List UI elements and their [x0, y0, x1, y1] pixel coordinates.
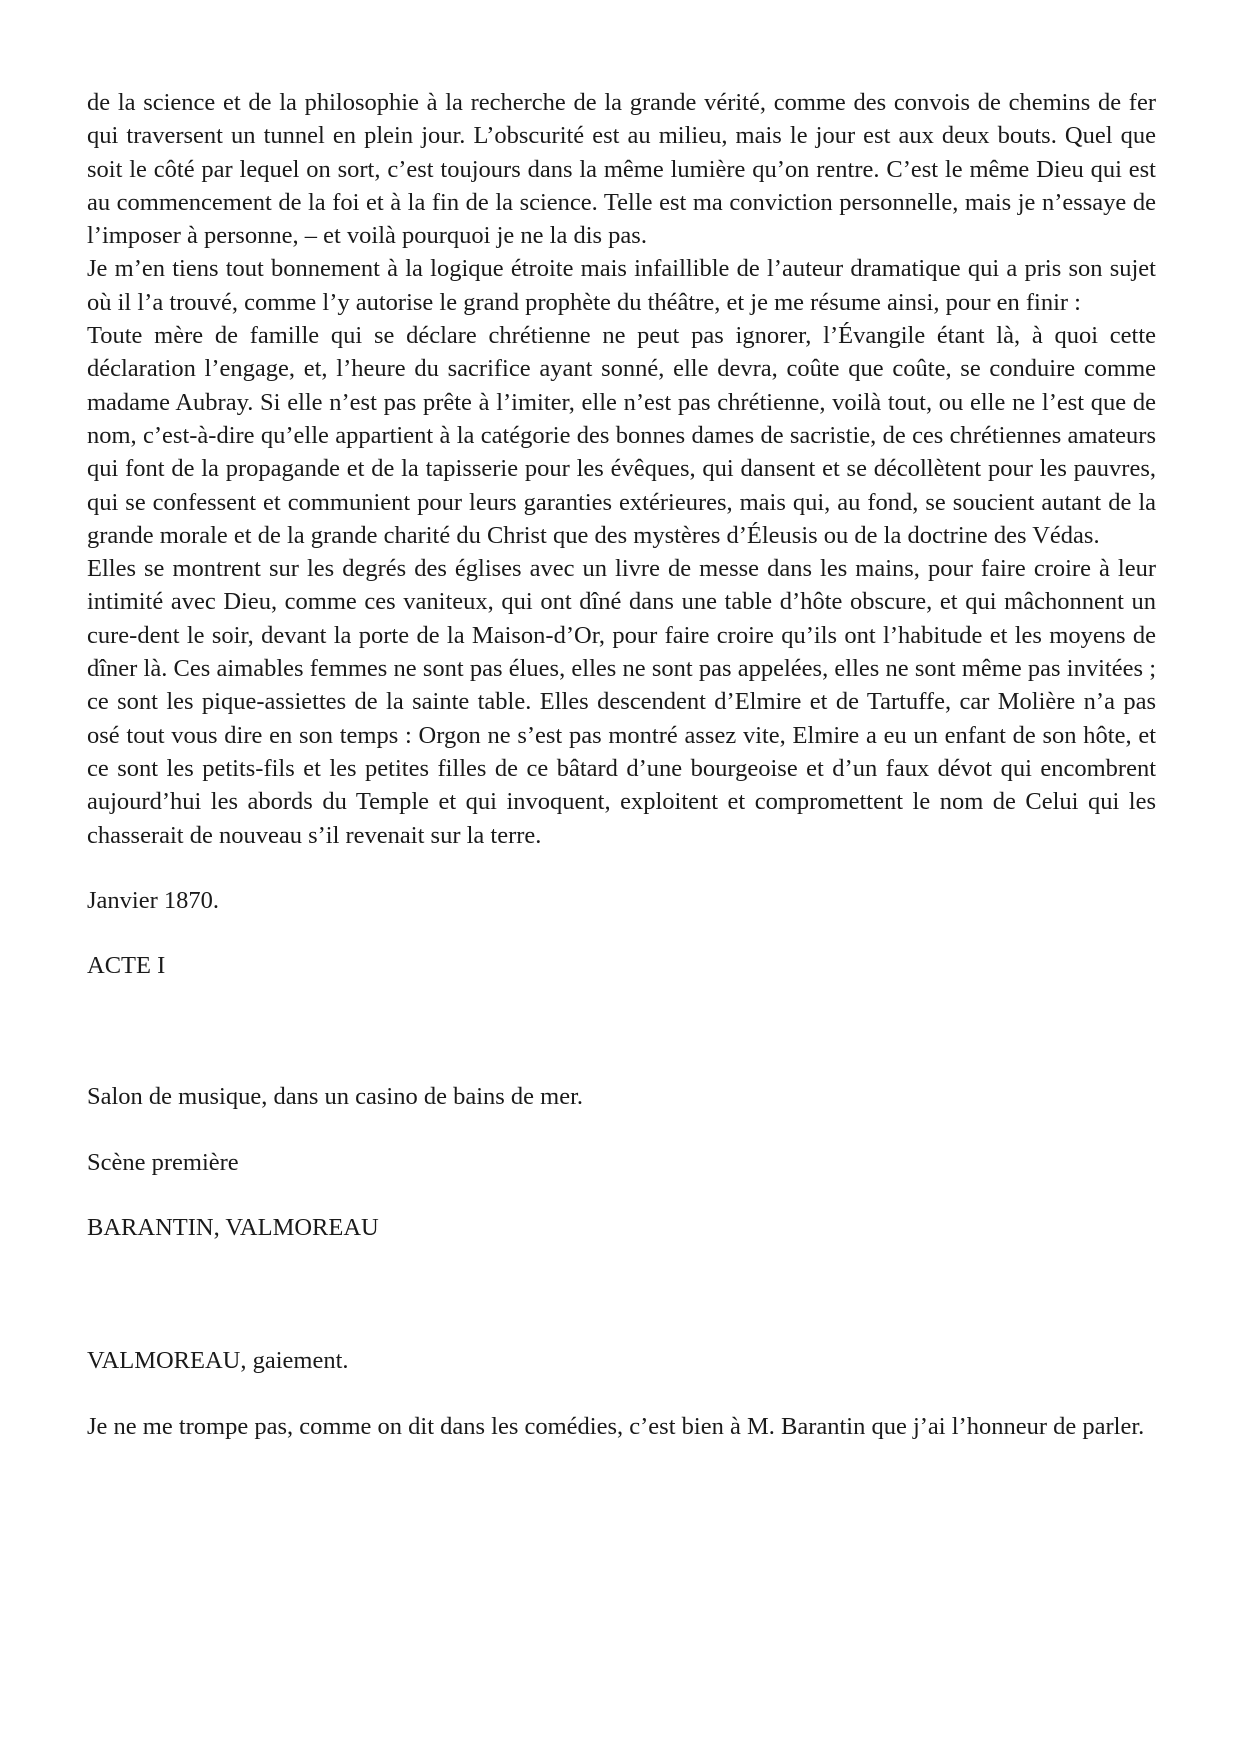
act-title: ACTE I	[87, 952, 166, 980]
document-page	[87, 86, 1156, 1443]
paragraph-science-tunnel: de la science et de la philosophie à la recherche de la grande vérité, comme des convois de chemins de fer qui traversent un tunnel en plein jour. L’obscurité est au milieu, mais le jour est aux deux bouts. Quel que soit le côté par lequel on sort, c’est toujours dans la même lumière qu’on rentre. C’est le même Dieu qui est au commencement de la foi et à la fin de la science. Telle est ma conviction personnelle, mais je n’essaye de l’imposer à personne, – et voilà pourquoi je ne la dis pas.	[87, 89, 1156, 250]
scene-setting: Salon de musique, dans un casino de bains de mer.	[87, 1083, 584, 1111]
paragraph-degres-eglises: Elles se montrent sur les degrés des églises avec un livre de messe dans les mains, pour faire croire à leur intimité avec Dieu, comme ces vaniteux, qui ont dîné dans une table d’hôte obscure, et qui mâchonnent un cure-dent le soir, devant la porte de la Maison-d’Or, pour faire croire qu’ils ont l’habitude et les moyens de dîner là. Ces aimables femmes ne sont pas élues, elles ne sont pas appelées, elles ne sont même pas invitées ; ce sont les pique-assiettes de la sainte table. Elles descendent d’Elmire et de Tartuffe, car Molière n’a pas osé tout vous dire en son temps : Orgon ne s’est pas montré assez vite, Elmire a eu un enfant de son hôte, et ce sont les petits-fils et les petites filles de ce bâtard d’une bourgeoise et d’un faux dévot qui encombrent aujourd’hui les abords du Temple et qui invoquent, exploitent et compromettent le nom de Celui qui les chasserait de nouveau s’il revenait sur la terre.	[87, 555, 1156, 849]
paragraph-mere-de-famille: Toute mère de famille qui se déclare chrétienne ne peut pas ignorer, l’Évangile étant là, à quoi cette déclaration l’engage, et, l’heure du sacrifice ayant sonné, elle devra, coûte que coûte, se conduire comme madame Aubray. Si elle n’est pas prête à l’imiter, elle n’est pas chrétienne, voilà tout, ou elle ne l’est que de nom, c’est-à-dire qu’elle appartient à la catégorie des bonnes dames de sacristie, de ces chrétiennes amateurs qui font de la propagande et de la tapisserie pour les évêques, qui dansent et se décollètent pour les pauvres, qui se confessent et communient pour leurs garanties extérieures, mais qui, au fond, se soucient autant de la grande morale et de la grande charité du Christ que des mystères d’Éleusis ou de la doctrine des Védas.	[87, 322, 1156, 549]
speech-line: Je ne me trompe pas, comme on dit dans les comédies, c’est bien à M. Barantin que j’ai l’honneur de parler.	[87, 1412, 1145, 1440]
scene-title: Scène première	[87, 1148, 239, 1176]
scene-characters: BARANTIN, VALMOREAU	[87, 1214, 379, 1242]
preface-date: Janvier 1870.	[87, 886, 219, 914]
paragraph-logique: Je m’en tiens tout bonnement à la logique étroite mais infaillible de l’auteur dramatique qui a pris son sujet où il l’a trouvé, comme l’y autorise le grand prophète du théâtre, et je me résume ainsi, pour en finir :	[87, 255, 1156, 316]
speaker-name: VALMOREAU, gaiement.	[87, 1347, 349, 1375]
